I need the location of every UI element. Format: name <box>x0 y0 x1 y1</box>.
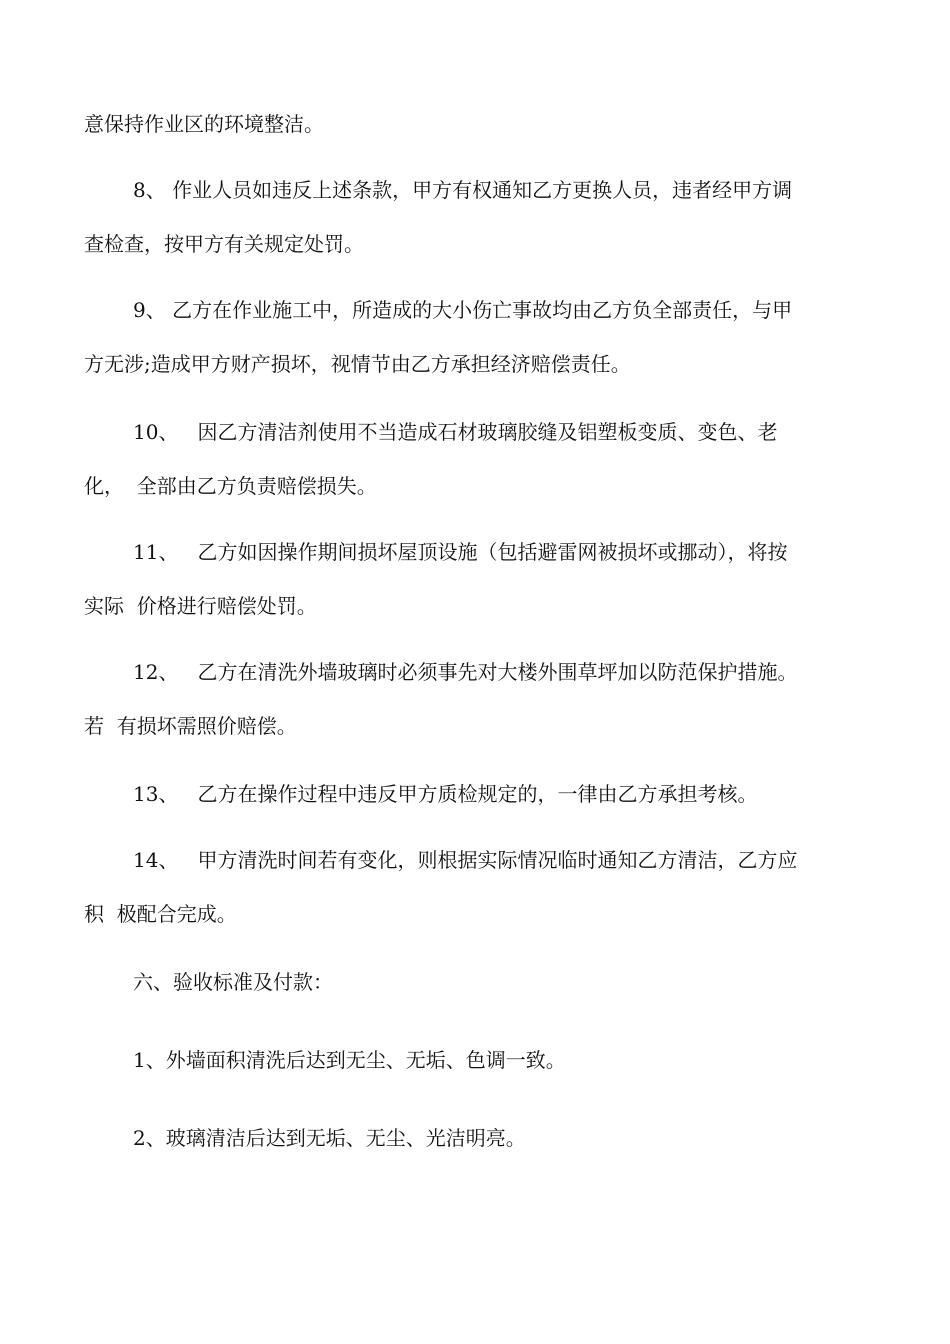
clause-14-line-2: 积 极配合完成。 <box>84 902 237 926</box>
clause-8-line-2: 查检查，按甲方有关规定处罚。 <box>84 232 364 256</box>
section-heading: 六、验收标准及付款： <box>133 970 333 994</box>
text-line: 意保持作业区的环境整洁。 <box>84 112 324 136</box>
acceptance-item-2: 2、玻璃清洁后达到无垢、无尘、光洁明亮。 <box>133 1126 526 1150</box>
clause-11-line-2: 实际 价格进行赔偿处罚。 <box>84 594 317 618</box>
clause-11-line-1: 11、 乙方如因操作期间损坏屋顶设施（包括避雷网被损坏或挪动），将按 <box>133 540 788 564</box>
clause-9-line-1: 9、 乙方在作业施工中，所造成的大小伤亡事故均由乙方负全部责任，与甲 <box>133 298 793 322</box>
clause-10-line-1: 10、 因乙方清洁剂使用不当造成石材玻璃胶缝及铝塑板变质、变色、老 <box>133 420 778 444</box>
clause-9-line-2: 方无涉;造成甲方财产损坏，视情节由乙方承担经济赔偿责任。 <box>84 352 631 376</box>
clause-10-line-2: 化， 全部由乙方负责赔偿损失。 <box>84 474 377 498</box>
clause-14-line-1: 14、 甲方清洗时间若有变化，则根据实际情况临时通知乙方清洁，乙方应 <box>133 848 798 872</box>
clause-12-line-2: 若 有损坏需照价赔偿。 <box>84 714 297 738</box>
clause-8-line-1: 8、 作业人员如违反上述条款，甲方有权通知乙方更换人员，违者经甲方调 <box>133 178 793 202</box>
clause-12-line-1: 12、 乙方在清洗外墙玻璃时必须事先对大楼外围草坪加以防范保护措施。 <box>133 660 798 684</box>
clause-13-line: 13、 乙方在操作过程中违反甲方质检规定的，一律由乙方承担考核。 <box>133 782 758 806</box>
acceptance-item-1: 1、外墙面积清洗后达到无尘、无垢、色调一致。 <box>133 1048 566 1072</box>
